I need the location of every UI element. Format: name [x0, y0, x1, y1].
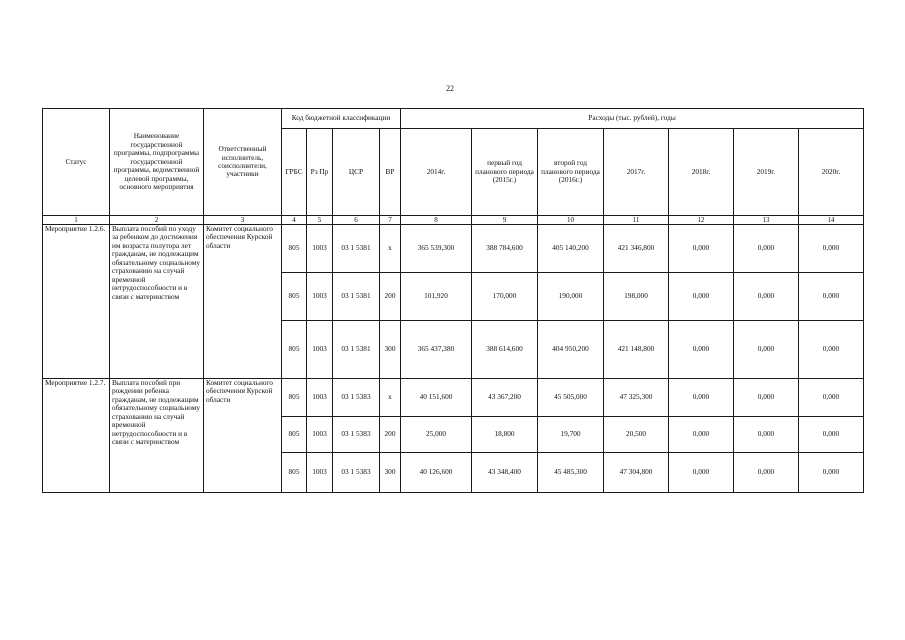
grbs-cell: 805: [282, 321, 307, 379]
vr-cell: 300: [380, 321, 401, 379]
status-cell: Мероприятие 1.2.6.: [43, 225, 110, 379]
amount-2018-cell: 0,000: [669, 453, 734, 493]
rzpr-cell: 1003: [307, 225, 333, 273]
column-number: 11: [604, 216, 669, 225]
amount-2019-cell: 0,000: [734, 453, 799, 493]
amount-2020-cell: 0,000: [799, 321, 864, 379]
amount-2019-cell: 0,000: [734, 225, 799, 273]
amount-2015-cell: 18,800: [472, 417, 538, 453]
amount-2016-cell: 45 485,300: [538, 453, 604, 493]
column-number: 12: [669, 216, 734, 225]
column-number: 8: [401, 216, 472, 225]
table-body: [43, 225, 864, 493]
header-budget-code: Код бюджетной классификации: [282, 109, 401, 129]
amount-2016-cell: 190,000: [538, 273, 604, 321]
amount-2016-cell: 45 505,000: [538, 379, 604, 417]
budget-table: [42, 108, 864, 493]
header-responsible: Ответственный исполнитель, соисполнители, участники: [204, 109, 282, 216]
amount-2020-cell: 0,000: [799, 379, 864, 417]
amount-2018-cell: 0,000: [669, 321, 734, 379]
amount-2020-cell: 0,000: [799, 273, 864, 321]
amount-2020-cell: 0,000: [799, 453, 864, 493]
header-csr: ЦСР: [333, 129, 380, 216]
amount-2018-cell: 0,000: [669, 417, 734, 453]
amount-2015-cell: 43 348,400: [472, 453, 538, 493]
column-number: 3: [204, 216, 282, 225]
csr-cell: 03 1 5381: [333, 225, 380, 273]
amount-2016-cell: 19,700: [538, 417, 604, 453]
column-number: 5: [307, 216, 333, 225]
column-number: 6: [333, 216, 380, 225]
amount-2020-cell: 0,000: [799, 417, 864, 453]
column-number: 10: [538, 216, 604, 225]
grbs-cell: 805: [282, 379, 307, 417]
amount-2015-cell: 170,000: [472, 273, 538, 321]
header-2017: 2017г.: [604, 129, 669, 216]
header-2018: 2018г.: [669, 129, 734, 216]
grbs-cell: 805: [282, 453, 307, 493]
name-cell: Выплата пособий по уходу за ребенком до достижения им возраста полутора лет гражданам, не подлежащим обязательному социальному страхованию на случай временной нетрудоспособности и в связи с материнством: [110, 225, 204, 379]
rzpr-cell: 1003: [307, 379, 333, 417]
header-2019: 2019г.: [734, 129, 799, 216]
amount-2017-cell: 47 304,800: [604, 453, 669, 493]
column-number: 7: [380, 216, 401, 225]
amount-2014-cell: 365 539,300: [401, 225, 472, 273]
csr-cell: 03 1 5381: [333, 273, 380, 321]
vr-cell: 200: [380, 273, 401, 321]
grbs-cell: 805: [282, 225, 307, 273]
amount-2018-cell: 0,000: [669, 273, 734, 321]
header-expenses: Расходы (тыс. рублей), годы: [401, 109, 864, 129]
header-vr: ВР: [380, 129, 401, 216]
amount-2018-cell: 0,000: [669, 225, 734, 273]
csr-cell: 03 1 5381: [333, 321, 380, 379]
header-2014: 2014г.: [401, 129, 472, 216]
header-status: Статус: [43, 109, 110, 216]
csr-cell: 03 1 5383: [333, 417, 380, 453]
column-number: 2: [110, 216, 204, 225]
table-header: [43, 109, 864, 225]
header-rzpr: Рз Пр: [307, 129, 333, 216]
column-number: 9: [472, 216, 538, 225]
page-number: 22: [446, 84, 454, 93]
vr-cell: 300: [380, 453, 401, 493]
amount-2015-cell: 388 614,600: [472, 321, 538, 379]
amount-2014-cell: 40 126,600: [401, 453, 472, 493]
table-row: [43, 225, 864, 273]
amount-2017-cell: 421 346,800: [604, 225, 669, 273]
amount-2016-cell: 405 140,200: [538, 225, 604, 273]
amount-2015-cell: 43 367,200: [472, 379, 538, 417]
amount-2014-cell: 25,000: [401, 417, 472, 453]
column-number: 13: [734, 216, 799, 225]
vr-cell: х: [380, 379, 401, 417]
grbs-cell: 805: [282, 273, 307, 321]
rzpr-cell: 1003: [307, 453, 333, 493]
vr-cell: х: [380, 225, 401, 273]
amount-2015-cell: 388 784,600: [472, 225, 538, 273]
column-number: 4: [282, 216, 307, 225]
amount-2018-cell: 0,000: [669, 379, 734, 417]
amount-2017-cell: 20,500: [604, 417, 669, 453]
rzpr-cell: 1003: [307, 273, 333, 321]
csr-cell: 03 1 5383: [333, 453, 380, 493]
rzpr-cell: 1003: [307, 321, 333, 379]
amount-2017-cell: 421 148,800: [604, 321, 669, 379]
amount-2017-cell: 198,000: [604, 273, 669, 321]
column-number: 14: [799, 216, 864, 225]
csr-cell: 03 1 5383: [333, 379, 380, 417]
amount-2019-cell: 0,000: [734, 273, 799, 321]
amount-2014-cell: 101,920: [401, 273, 472, 321]
responsible-cell: Комитет социального обеспечения Курской области: [204, 379, 282, 493]
header-2020: 2020г.: [799, 129, 864, 216]
amount-2019-cell: 0,000: [734, 379, 799, 417]
responsible-cell: Комитет социального обеспечения Курской области: [204, 225, 282, 379]
rzpr-cell: 1003: [307, 417, 333, 453]
column-number: 1: [43, 216, 110, 225]
status-cell: Мероприятие 1.2.7.: [43, 379, 110, 493]
header-grbs: ГРБС: [282, 129, 307, 216]
amount-2014-cell: 365 437,380: [401, 321, 472, 379]
header-2015: первый год планового периода (2015г.): [472, 129, 538, 216]
amount-2020-cell: 0,000: [799, 225, 864, 273]
grbs-cell: 805: [282, 417, 307, 453]
amount-2014-cell: 40 151,600: [401, 379, 472, 417]
amount-2016-cell: 404 950,200: [538, 321, 604, 379]
amount-2019-cell: 0,000: [734, 321, 799, 379]
name-cell: Выплата пособий при рождении ребенка гражданам, не подлежащим обязательному социальному страхованию на случай временной нетрудоспособности и в связи с материнством: [110, 379, 204, 493]
header-name: Наименование государственной программы, подпрограммы государственной программы, ведомственной целевой программы, основного мероприятия: [110, 109, 204, 216]
vr-cell: 200: [380, 417, 401, 453]
header-2016: второй год планового периода (2016г.): [538, 129, 604, 216]
table-row: [43, 379, 864, 417]
amount-2019-cell: 0,000: [734, 417, 799, 453]
amount-2017-cell: 47 325,300: [604, 379, 669, 417]
